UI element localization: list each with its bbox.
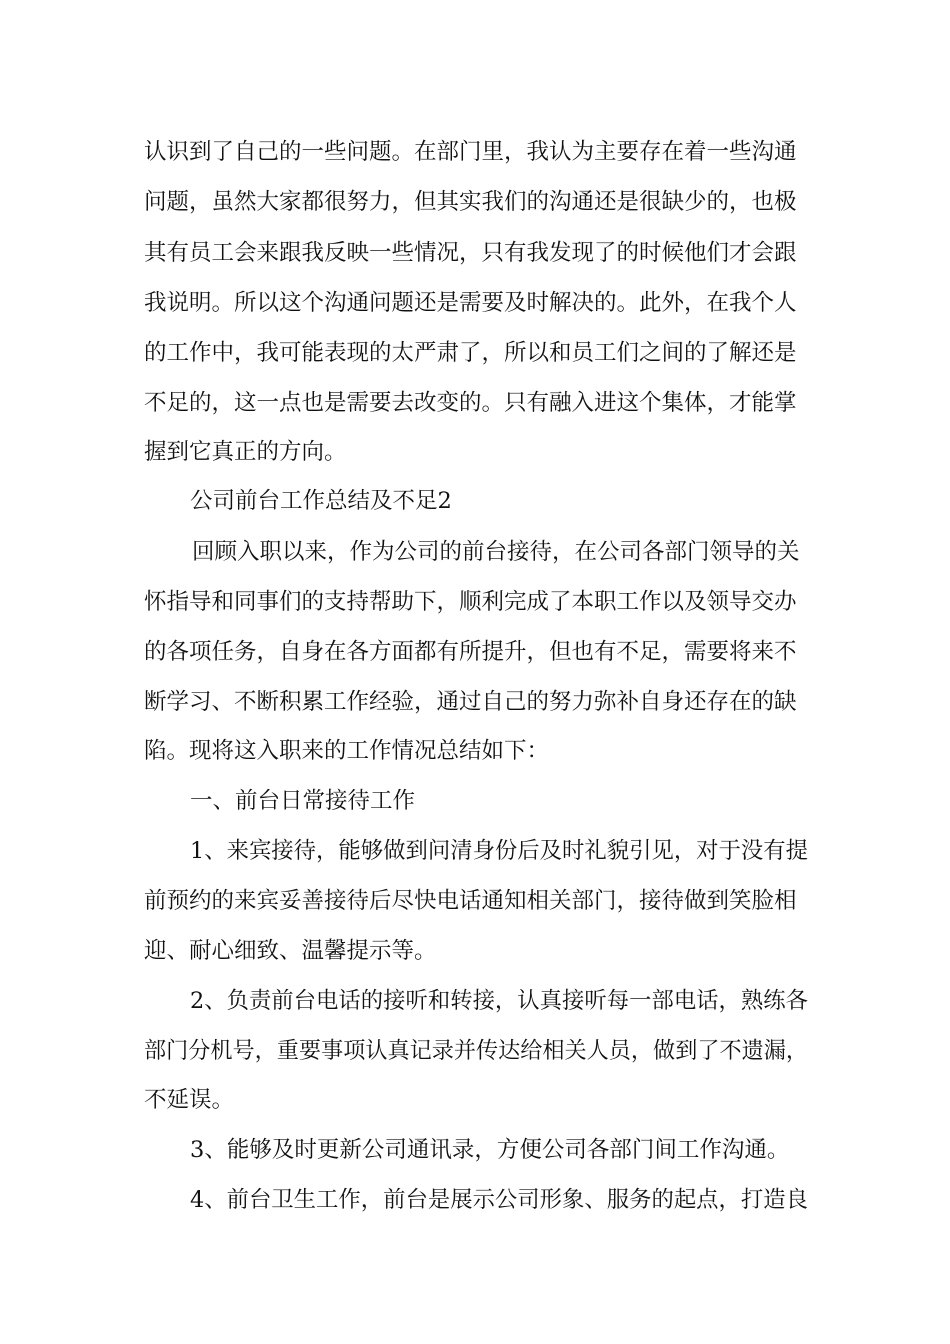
text-line bbox=[0, 682, 950, 722]
line-text: 断学习、不断积累工作经验，通过自己的努力弥补自身还存在的缺 bbox=[144, 689, 797, 715]
line-text: 陷。现将这入职来的工作情况总结如下： bbox=[144, 738, 550, 764]
section-heading-text: 一、前台日常接待工作 bbox=[190, 788, 416, 814]
line-text: 认识到了自己的一些问题。在部门里，我认为主要存在着一些沟通 bbox=[144, 139, 797, 165]
text-line bbox=[0, 582, 950, 622]
text-line bbox=[0, 432, 950, 472]
line-text: 不足的，这一点也是需要去改变的。只有融入进这个集体，才能掌 bbox=[144, 390, 797, 416]
line-text: 部门分机号，重要事项认真记录并传达给相关人员，做到了不遗漏， bbox=[144, 1038, 808, 1064]
text-line bbox=[0, 132, 950, 172]
text-line bbox=[0, 831, 950, 871]
line-text: 怀指导和同事们的支持帮助下，顺利完成了本职工作以及领导交办 bbox=[144, 589, 797, 615]
line-text: 3、能够及时更新公司通讯录，方便公司各部门间工作沟通。 bbox=[190, 1137, 790, 1163]
line-text: 回顾入职以来，作为公司的前台接待，在公司各部门领导的关 bbox=[192, 539, 800, 565]
text-line bbox=[0, 182, 950, 222]
text-line bbox=[0, 731, 950, 771]
line-text: 的工作中，我可能表现的太严肃了，所以和员工们之间的了解还是 bbox=[144, 340, 797, 366]
line-text: 2、负责前台电话的接听和转接，认真接听每一部电话，熟练各 bbox=[190, 988, 808, 1014]
text-line bbox=[0, 383, 950, 423]
section-heading-text: 公司前台工作总结及不足2 bbox=[190, 488, 452, 514]
text-line bbox=[0, 532, 950, 572]
text-line bbox=[0, 1080, 950, 1120]
text-line bbox=[0, 333, 950, 373]
line-text: 握到它真正的方向。 bbox=[144, 439, 347, 465]
text-line bbox=[0, 1130, 950, 1170]
line-text: 问题，虽然大家都很努力，但其实我们的沟通还是很缺少的，也极 bbox=[144, 189, 797, 215]
line-text: 迎、耐心细致、温馨提示等。 bbox=[144, 938, 437, 964]
section-heading bbox=[0, 781, 950, 821]
text-line bbox=[0, 632, 950, 672]
text-line bbox=[0, 1180, 950, 1220]
line-text: 其有员工会来跟我反映一些情况，只有我发现了的时候他们才会跟 bbox=[144, 240, 797, 266]
text-line bbox=[0, 233, 950, 273]
line-text: 的各项任务，自身在各方面都有所提升，但也有不足，需要将来不 bbox=[144, 639, 797, 665]
line-text: 不延误。 bbox=[144, 1087, 235, 1113]
line-text: 1、来宾接待，能够做到问清身份后及时礼貌引见，对于没有提 bbox=[190, 838, 808, 864]
section-heading bbox=[0, 481, 950, 521]
text-line bbox=[0, 931, 950, 971]
text-line bbox=[0, 283, 950, 323]
line-text: 前预约的来宾妥善接待后尽快电话通知相关部门，接待做到笑脸相 bbox=[144, 888, 797, 914]
line-text: 4、前台卫生工作，前台是展示公司形象、服务的起点，打造良 bbox=[190, 1187, 808, 1213]
line-text: 我说明。所以这个沟通问题还是需要及时解决的。此外，在我个人 bbox=[144, 290, 797, 316]
text-line bbox=[0, 1031, 950, 1071]
text-line bbox=[0, 881, 950, 921]
text-line bbox=[0, 981, 950, 1021]
